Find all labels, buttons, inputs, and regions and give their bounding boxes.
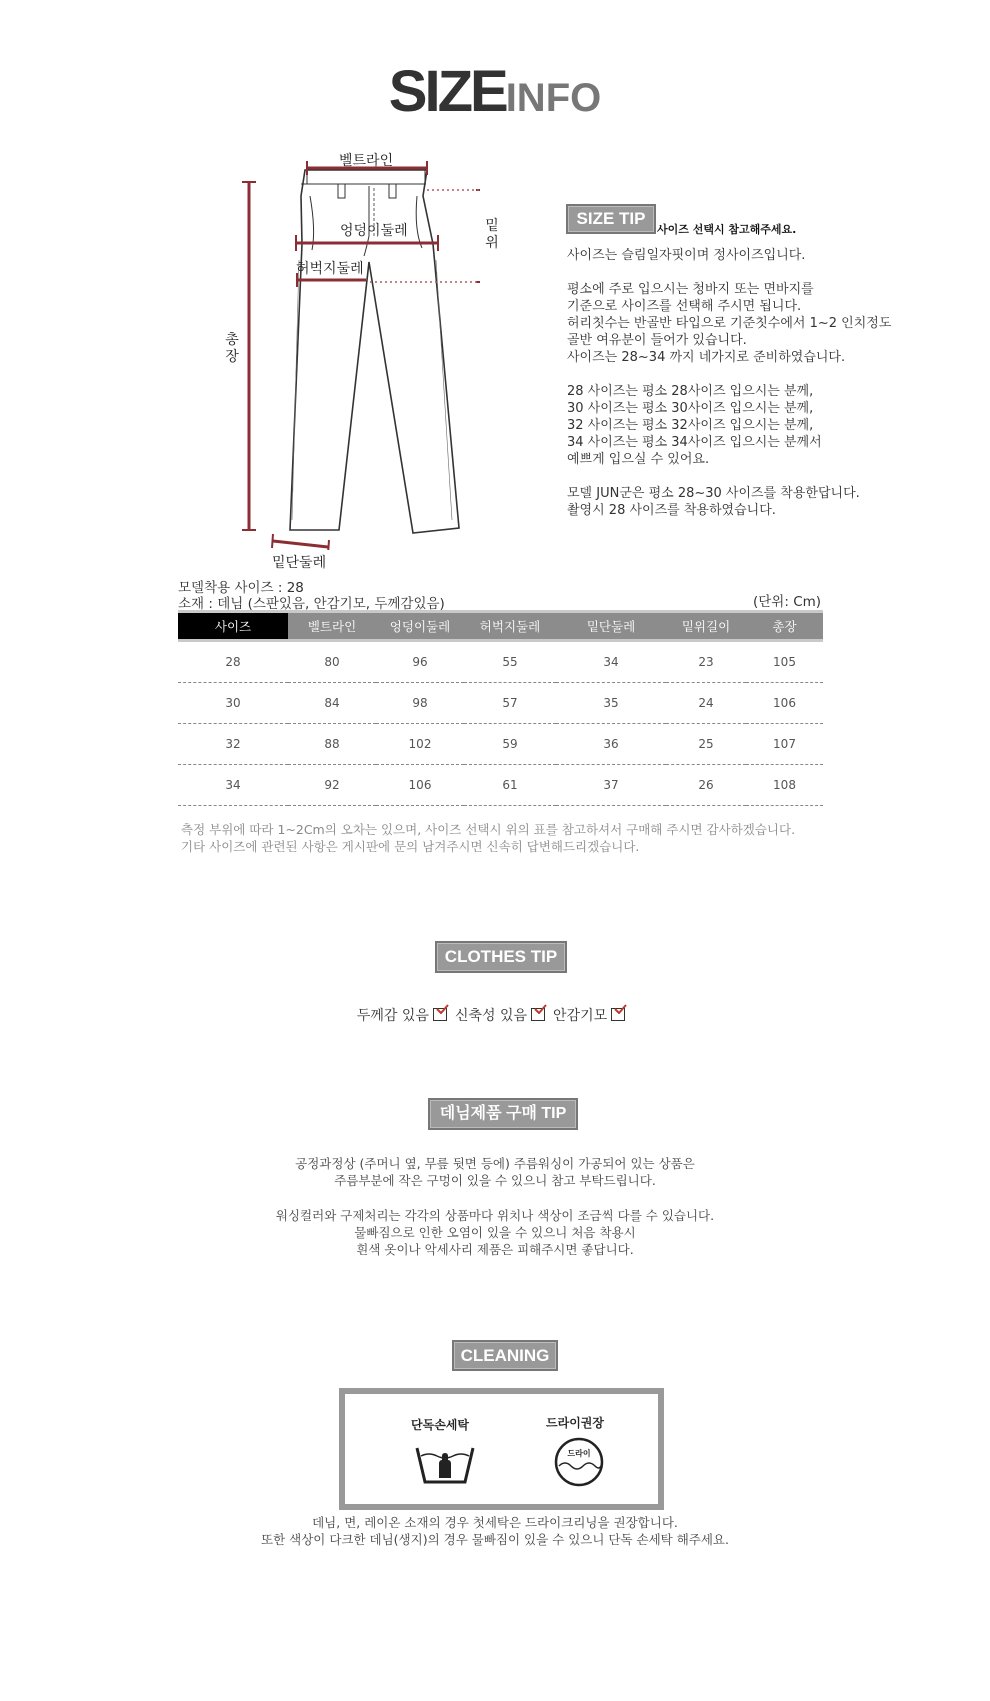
tip-paragraph: 평소에 주로 입으시는 청바지 또는 면바지를 기준으로 사이즈를 선택해 주시면 됩니다. 허리칫수는 반골반 타입으로 기준칫수에서 1~2 인치정도 골반 여유분이 들어가 있습니다. 사이즈는 28~34 까지 네가지로 준비하였습니다. — [567, 282, 892, 365]
size-tip-text — [567, 247, 891, 536]
cell-hem: 37 — [556, 765, 666, 806]
unit-label: (단위: Cm) — [753, 594, 822, 610]
header-rise: 밑위길이 — [666, 612, 746, 641]
checkbox-checked-icon — [433, 1008, 447, 1021]
dry-clean-label: 드라이권장 — [546, 1416, 604, 1430]
title-main: SIZE — [388, 59, 506, 124]
denim-tip-badge: 데님제품 구매 TIP — [428, 1098, 578, 1130]
table-row — [178, 683, 823, 724]
cell-belt-line: 92 — [288, 765, 376, 806]
model-size: 모델착용 사이즈 : 28 — [178, 580, 304, 596]
header-thigh: 허벅지둘레 — [464, 612, 556, 641]
header-hip: 엉덩이둘레 — [376, 612, 464, 641]
pants-diagram — [220, 150, 480, 550]
size-table — [178, 610, 823, 806]
title-sub: INFO — [505, 76, 602, 120]
checkbox-checked-icon — [611, 1008, 625, 1021]
cell-rise: 25 — [666, 724, 746, 765]
cell-hip: 98 — [376, 683, 464, 724]
page-title — [0, 58, 990, 125]
cell-thigh: 57 — [464, 683, 556, 724]
size-tip-badge: SIZE TIP — [566, 204, 656, 234]
cell-length: 105 — [746, 641, 823, 683]
tip-paragraph: 모델 JUN군은 평소 28~30 사이즈를 착용한답니다. 촬영시 28 사이즈를 착용하였습니다. — [567, 486, 860, 518]
cell-hem: 35 — [556, 683, 666, 724]
table-row — [178, 724, 823, 765]
tip-paragraph: 28 사이즈는 평소 28사이즈 입으시는 분께, 30 사이즈는 평소 30사이즈 입으시는 분께, 32 사이즈는 평소 32사이즈 입으시는 분께, 34 사이즈는 평소 34사이즈 입으시는 분께서 예쁘게 입으실 수 있어요. — [567, 384, 822, 467]
label-belt-line: 벨트라인 — [339, 153, 394, 169]
cell-hip: 96 — [376, 641, 464, 683]
cell-hem: 34 — [556, 641, 666, 683]
tip-paragraph: 사이즈는 슬림일자핏이며 정사이즈입니다. — [567, 248, 806, 263]
cell-size: 30 — [178, 683, 288, 724]
size-tip-subtitle: 사이즈 선택시 참고해주세요. — [657, 223, 797, 236]
clothes-tip-badge: CLOTHES TIP — [435, 941, 567, 973]
table-row — [178, 641, 823, 683]
cleaning-box — [339, 1388, 664, 1510]
cell-thigh: 59 — [464, 724, 556, 765]
cell-thigh: 55 — [464, 641, 556, 683]
cell-belt-line: 84 — [288, 683, 376, 724]
cell-rise: 23 — [666, 641, 746, 683]
header-size: 사이즈 — [178, 612, 288, 641]
label-hip: 엉덩이둘레 — [340, 223, 408, 239]
cell-hip: 106 — [376, 765, 464, 806]
cell-rise: 26 — [666, 765, 746, 806]
hand-wash-icon — [415, 1442, 475, 1486]
cell-size: 34 — [178, 765, 288, 806]
denim-tip-text-1: 공정과정상 (주머니 옆, 무릎 뒷면 등에) 주름워싱이 가공되어 있는 상품은 주름부분에 작은 구멍이 있을 수 있으니 참고 부탁드립니다. — [295, 1156, 695, 1188]
label-hem: 밑단둘레 — [272, 555, 327, 571]
header-belt-line: 벨트라인 — [288, 612, 376, 641]
cell-hem: 36 — [556, 724, 666, 765]
cell-belt-line: 80 — [288, 641, 376, 683]
label-rise: 밑위 — [485, 218, 499, 251]
denim-tip-text-2: 워싱컬러와 구제처리는 각각의 상품마다 위치나 색상이 조금씩 다를 수 있습니다. 물빠짐으로 인한 오염이 있을 수 있으니 처음 착용시 흰색 옷이나 악세사리 제품은 피해주시면 좋답니다. — [275, 1208, 715, 1257]
table-row — [178, 765, 823, 806]
dry-icon-text: 드라이 — [567, 1449, 591, 1458]
table-header-row — [178, 612, 823, 641]
cleaning-text: 데님, 면, 레이온 소재의 경우 첫세탁은 드라이크리닝을 권장합니다. 또한 색상이 다크한 데님(생지)의 경우 물빠짐이 있을 수 있으니 단독 손세탁 해주세요. — [261, 1515, 729, 1547]
cell-size: 28 — [178, 641, 288, 683]
check-label: 안감기모 — [553, 1008, 608, 1024]
check-label: 신축성 있음 — [454, 1008, 528, 1024]
hand-wash-label: 단독손세탁 — [411, 1418, 469, 1432]
check-label: 두께감 있음 — [356, 1008, 429, 1024]
cell-size: 32 — [178, 724, 288, 765]
cell-length: 106 — [746, 683, 823, 724]
note-line: 기타 사이즈에 관련된 사항은 게시판에 문의 남겨주시면 신속히 답변해드리겠습니다. — [181, 839, 640, 854]
label-thigh: 허벅지둘레 — [296, 261, 364, 277]
cell-hip: 102 — [376, 724, 464, 765]
label-length: 총장 — [225, 332, 239, 365]
dry-clean-icon — [553, 1436, 605, 1488]
cell-belt-line: 88 — [288, 724, 376, 765]
cell-length: 107 — [746, 724, 823, 765]
cell-thigh: 61 — [464, 765, 556, 806]
note-line: 측정 부위에 따라 1~2Cm의 오차는 있으며, 사이즈 선택시 위의 표를 참고하셔서 구매해 주시면 감사하겠습니다. — [181, 822, 796, 837]
header-length: 총장 — [746, 612, 823, 641]
cell-rise: 24 — [666, 683, 746, 724]
material: 소재 : 데님 (스판있음, 안감기모, 두께감있음) — [178, 596, 445, 612]
clothes-tip-checklist — [0, 1005, 990, 1025]
cell-length: 108 — [746, 765, 823, 806]
cleaning-badge: CLEANING — [452, 1340, 558, 1371]
checkbox-checked-icon — [531, 1008, 545, 1021]
header-hem: 밑단둘레 — [556, 612, 666, 641]
